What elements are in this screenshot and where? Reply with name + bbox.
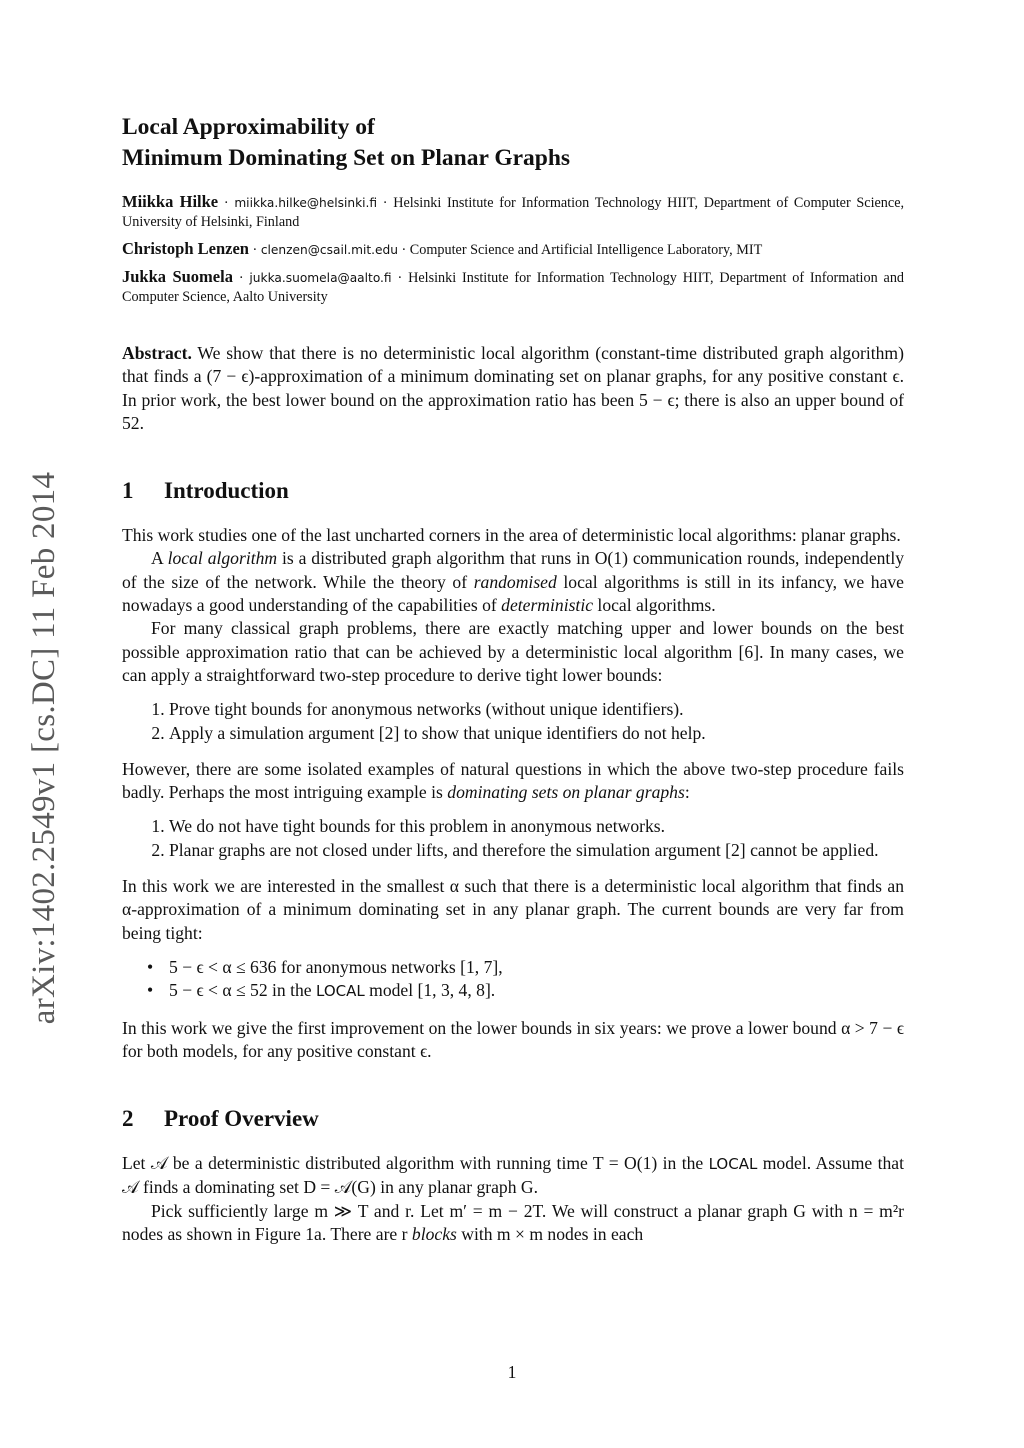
separator: · [401,242,407,258]
emphasis: blocks [411,1224,457,1245]
paragraph: However, there are some isolated examples of natural questions in which the above two-step procedure fails badly. Perhaps the most intriguing example is dominating sets on planar graphs: [122,758,904,803]
author-email[interactable]: miikka.hilke@helsinki.fi [234,196,378,210]
author-list [122,192,904,307]
author-entry [122,239,904,260]
separator: · [223,195,229,211]
emphasis: dominating sets on planar graphs [447,782,685,803]
model-name: LOCAL [708,1155,758,1174]
bullet-icon: • [147,980,154,1001]
emphasis: randomised [473,571,557,592]
list-item: 1. We do not have tight bounds for this problem in anonymous networks. [169,815,904,838]
section-title: Proof Overview [164,1106,319,1132]
section-heading [122,1104,904,1134]
paragraph: Pick sufficiently large m ≫ T and r. Let m′ = m − 2T. We will construct a planar graph G with n = m²r nodes as shown in Figure 1a. There are r blocks with m × m nodes in each [122,1200,904,1245]
page-number: 1 [507,1362,517,1382]
arxiv-identifier: arXiv:1402.2549v1 [cs.DC] 11 Feb 2014 [26,471,62,1025]
abstract-text: We show that there is no deterministic local algorithm (constant-time distributed graph algorithm) that finds a (7 − ϵ)-approximation of a minimum dominating set on planar graphs, for any positive constant ϵ. In prior work, the best lower bound on the approximation ratio has been 5 − ϵ; there is also an upper bound of 52. [122,343,904,433]
list-item: • 5 − ϵ < α ≤ 52 in the LOCAL model [1, 3, 4, 8]. [169,979,904,1003]
separator: · [252,242,258,258]
paper-title [122,112,904,174]
list-item: 2. Apply a simulation argument [2] to show that unique identifiers do not help. [169,722,904,745]
section-heading [122,476,904,506]
bullet-icon: • [147,956,154,977]
paper-content [122,112,904,1246]
author-entry [122,267,904,307]
numbered-list [122,815,904,862]
author-email[interactable]: jukka.suomela@aalto.fi [249,271,392,285]
separator: · [238,270,244,286]
paragraph: In this work we give the first improvement on the lower bounds in six years: we prove a lower bound α > 7 − ϵ for both models, for any positive constant ϵ. [122,1017,904,1061]
list-item: • 5 − ϵ < α ≤ 636 for anonymous networks [1, 7], [169,956,904,979]
title-line-2: Minimum Dominating Set on Planar Graphs [122,145,571,171]
author-name: Miikka Hilke [122,192,219,211]
separator: · [382,195,388,211]
paragraph: This work studies one of the last uncharted corners in the area of deterministic local algorithms: planar graphs. [122,525,901,546]
paragraph: In this work we are interested in the smallest α such that there is a deterministic local algorithm that finds an α-approximation of a minimum dominating set in any planar graph. The current bounds are very far from being tight: [122,876,904,943]
section-number: 2 [122,1106,134,1132]
author-name: Jukka Suomela [122,267,233,286]
emphasis: deterministic [501,595,594,616]
list-item: 2. Planar graphs are not closed under lifts, and therefore the simulation argument [2] cannot be applied. [169,839,904,862]
abstract-label: Abstract. [122,343,192,363]
paragraph: Let 𝒜 be a deterministic distributed algorithm with running time T = O(1) in the LOCAL model. Assume that 𝒜 finds a dominating set D = 𝒜(G) in any planar graph G. [122,1153,904,1198]
abstract [122,342,904,435]
model-name: LOCAL [316,982,365,1001]
bullet-list [122,956,904,1004]
author-email[interactable]: clenzen@csail.mit.edu [260,243,398,257]
paragraph: A local algorithm is a distributed graph algorithm that runs in O(1) communication rounds, independently of the size of the network. While the theory of randomised local algorithms is still in its infancy, we have nowadays a good understanding of the capabilities of deterministic local algorithms. [122,548,905,616]
numbered-list [122,698,904,745]
author-affiliation: Helsinki Institute for Information Technology HIIT, Department of Information and Computer Science, Aalto University [122,270,905,305]
list-item: 1. Prove tight bounds for anonymous networks (without unique identifiers). [169,698,904,721]
author-name: Christoph Lenzen [122,239,249,258]
author-affiliation: Helsinki Institute for Information Technology HIIT, Department of Computer Science, University of Helsinki, Finland [122,195,905,230]
emphasis: local algorithm [167,548,278,569]
author-entry [122,192,904,232]
separator: · [397,270,403,286]
title-line-1: Local Approximability of [122,114,375,140]
section-title: Introduction [164,478,289,504]
paragraph: For many classical graph problems, there are exactly matching upper and lower bounds on the best possible approximation ratio that can be achieved by a deterministic local algorithm [6]. In many cases, we can apply a straightforward two-step procedure to derive tight lower bounds: [122,618,904,685]
section-number: 1 [122,478,134,504]
author-affiliation: Computer Science and Artificial Intelligence Laboratory, MIT [409,242,763,258]
